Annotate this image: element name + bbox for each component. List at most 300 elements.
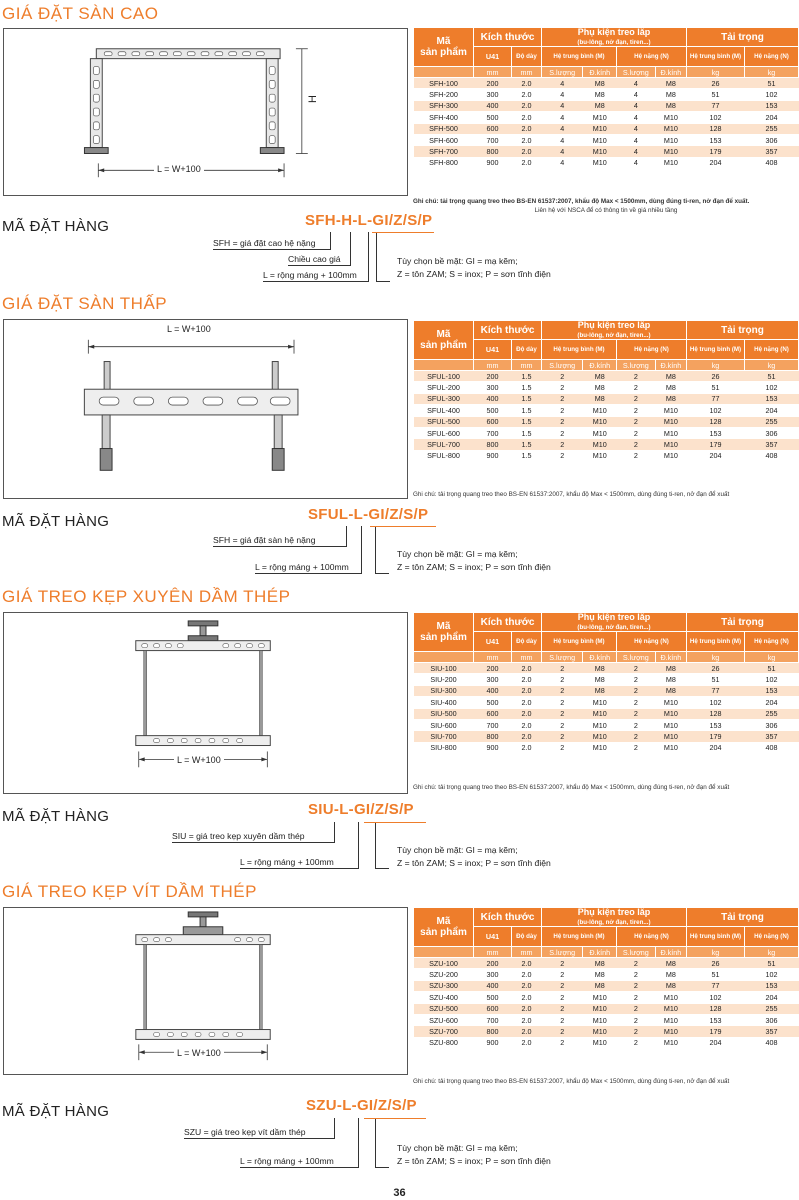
table-cell: 2 (542, 1026, 583, 1037)
table-cell: 200 (474, 958, 512, 969)
table-cell: SZU-300 (414, 980, 474, 991)
table-cell: SZU-600 (414, 1014, 474, 1025)
table-cell: 153 (687, 1014, 745, 1025)
table-cell: 128 (687, 1003, 745, 1014)
table-cell: SZU-500 (414, 1003, 474, 1014)
table-cell: M8 (655, 371, 686, 382)
table-cell: 102 (687, 405, 745, 416)
table-row (414, 969, 799, 980)
table-cell: 4 (542, 89, 583, 100)
table-cell: 179 (687, 146, 745, 157)
table-cell: 2 (617, 439, 656, 450)
table-cell: 500 (474, 112, 512, 123)
legend-type: SIU = giá treo kẹp xuyên dầm thép (172, 831, 305, 841)
table-cell: 2 (617, 742, 656, 753)
table-cell: 400 (474, 685, 512, 696)
table-row (414, 450, 799, 461)
table-cell: SFUL-100 (414, 371, 474, 382)
surface-options: Tùy chọn bề mặt: GI = mạ kẽm; Z = tôn ZAM; S = inox; P = sơn tĩnh điện (397, 256, 551, 279)
dimension-width-label: L = W+100 (174, 755, 224, 765)
table-cell: M10 (583, 157, 617, 168)
header-load: Tải trọng (687, 613, 799, 632)
table-cell: 1.5 (512, 405, 542, 416)
table-cell: SIU-800 (414, 742, 474, 753)
table-cell: M10 (655, 1026, 686, 1037)
table-cell: 2 (617, 731, 656, 742)
table-row (414, 1014, 799, 1025)
table-cell: M8 (583, 100, 617, 111)
table-cell: M10 (583, 1014, 617, 1025)
table-row (414, 123, 799, 134)
table-cell: 153 (745, 685, 799, 696)
table-cell: 2.0 (512, 674, 542, 685)
legend-type: SZU = giá treo kẹp vít dầm thép (184, 1127, 306, 1137)
table-row (414, 731, 799, 742)
table-cell: 2 (617, 1037, 656, 1048)
table-cell: 51 (745, 958, 799, 969)
table-cell: 306 (745, 719, 799, 730)
table-cell: 204 (687, 742, 745, 753)
legend-width: L = rộng máng + 100mm (240, 1156, 334, 1166)
table-cell: M8 (583, 980, 617, 991)
table-cell: 200 (474, 78, 512, 89)
table-cell: M10 (583, 1003, 617, 1014)
table-cell: 2.0 (512, 1037, 542, 1048)
section-title: GIÁ TREO KẸP VÍT DẦM THÉP (2, 882, 257, 901)
table-row (414, 405, 799, 416)
table-cell: 255 (745, 416, 799, 427)
table-cell: 2.0 (512, 89, 542, 100)
table-cell: 2 (617, 708, 656, 719)
table-cell: 102 (687, 112, 745, 123)
header-heavy-system: Hệ nặng (N) (617, 632, 687, 652)
table-cell: SIU-200 (414, 674, 474, 685)
table-cell: SIU-500 (414, 708, 474, 719)
table-row (414, 112, 799, 123)
table-cell: M10 (655, 731, 686, 742)
table-cell: 300 (474, 382, 512, 393)
table-cell: 1.5 (512, 393, 542, 404)
table-cell: 400 (474, 393, 512, 404)
table-cell: 400 (474, 100, 512, 111)
table-cell: 77 (687, 980, 745, 991)
table-row (414, 416, 799, 427)
table-cell: M10 (655, 742, 686, 753)
header-u41: U41 (474, 632, 512, 652)
header-thickness: Độ dày (512, 340, 542, 360)
table-cell: 2 (617, 427, 656, 438)
table-cell: 200 (474, 371, 512, 382)
table-cell: 4 (617, 112, 656, 123)
section-title: GIÁ ĐẶT SÀN THẤP (2, 294, 168, 313)
header-u41: U41 (474, 340, 512, 360)
units-row: mm mm S.lượng Đ.kính S.lượng Đ.kính kg kg (414, 67, 799, 78)
header-heavy-load: Hệ nặng (N) (745, 927, 799, 947)
table-cell: M10 (655, 123, 686, 134)
table-cell: 4 (617, 134, 656, 145)
table-cell: 306 (745, 1014, 799, 1025)
order-code: SFUL-L-GI/Z/S/P (308, 506, 429, 523)
table-cell: M10 (655, 112, 686, 123)
surface-options: Tùy chọn bề mặt: GI = mạ kẽm; Z = tôn ZAM; S = inox; P = sơn tĩnh điện (397, 845, 551, 868)
table-row (414, 1003, 799, 1014)
legend-width: L = rộng máng + 100mm (240, 857, 334, 867)
table-cell: SFUL-400 (414, 405, 474, 416)
table-cell: SFUL-800 (414, 450, 474, 461)
table-cell: 2.0 (512, 134, 542, 145)
dimension-width-label: L = W+100 (164, 324, 214, 334)
table-cell: 2.0 (512, 742, 542, 753)
table-cell: 2 (542, 439, 583, 450)
table-cell: 2 (617, 1003, 656, 1014)
table-cell: 4 (542, 146, 583, 157)
table-row (414, 708, 799, 719)
low-floor-stand-drawing (4, 320, 407, 498)
table-cell: 128 (687, 416, 745, 427)
table-cell: 51 (687, 382, 745, 393)
table-cell: 2 (617, 1014, 656, 1025)
table-cell: M8 (655, 382, 686, 393)
table-cell: M10 (583, 719, 617, 730)
section-title: GIÁ TREO KẸP XUYÊN DẦM THÉP (2, 587, 291, 606)
header-accessories: Phụ kiện treo lắp (bu-lông, nở đạn, tiren...) (542, 908, 687, 927)
spec-table-szu (413, 907, 799, 1049)
table-cell: 153 (687, 134, 745, 145)
table-cell: 2 (542, 731, 583, 742)
table-cell: M10 (583, 427, 617, 438)
table-cell: M10 (655, 157, 686, 168)
table-cell: 357 (745, 731, 799, 742)
table-cell: M10 (655, 1037, 686, 1048)
table-cell: 2 (542, 405, 583, 416)
table-cell: 600 (474, 708, 512, 719)
table-cell: SFH-200 (414, 89, 474, 100)
table-note: Ghi chú: tải trọng quang treo theo BS-EN 61537:2007, khẩu độ Max < 1500mm, dùng đúng ti-ren, nở đạn để xuất. (413, 198, 750, 205)
spec-table-sful (413, 320, 799, 462)
header-product: Mã sản phẩm (414, 321, 474, 360)
table-cell: SFUL-600 (414, 427, 474, 438)
table-cell: SZU-700 (414, 1026, 474, 1037)
table-cell: 600 (474, 123, 512, 134)
table-cell: 4 (542, 134, 583, 145)
table-cell: 2.0 (512, 100, 542, 111)
table-cell: 2 (617, 1026, 656, 1037)
table-cell: 4 (542, 100, 583, 111)
table-cell: SZU-800 (414, 1037, 474, 1048)
header-load: Tải trọng (687, 28, 799, 47)
diagram-beam-screw-clamp (3, 907, 408, 1075)
table-cell: 2.0 (512, 685, 542, 696)
table-cell: M10 (655, 427, 686, 438)
table-cell: 900 (474, 1037, 512, 1048)
table-cell: 179 (687, 731, 745, 742)
table-cell: SFUL-300 (414, 393, 474, 404)
table-cell: 500 (474, 405, 512, 416)
table-cell: SFUL-200 (414, 382, 474, 393)
header-avg-system: Hệ trung bình (M) (542, 340, 617, 360)
table-cell: 255 (745, 708, 799, 719)
table-cell: M10 (583, 450, 617, 461)
table-cell: M8 (655, 100, 686, 111)
table-cell: 2.0 (512, 663, 542, 674)
table-cell: 2 (542, 697, 583, 708)
table-cell: 2 (617, 697, 656, 708)
table-cell: 2 (542, 1014, 583, 1025)
table-cell: M10 (655, 146, 686, 157)
spec-table-siu (413, 612, 799, 754)
table-cell: 204 (745, 112, 799, 123)
table-cell: 2 (617, 685, 656, 696)
table-cell: 2 (542, 719, 583, 730)
table-cell: SFH-100 (414, 78, 474, 89)
table-cell: 2 (617, 450, 656, 461)
table-cell: M10 (655, 719, 686, 730)
table-cell: 4 (542, 157, 583, 168)
table-cell: 204 (745, 697, 799, 708)
table-cell: M8 (583, 663, 617, 674)
table-cell: 400 (474, 980, 512, 991)
table-cell: M10 (655, 416, 686, 427)
table-cell: 700 (474, 1014, 512, 1025)
table-cell: 204 (687, 1037, 745, 1048)
table-row (414, 663, 799, 674)
table-cell: M10 (583, 123, 617, 134)
section-szu (0, 880, 799, 1180)
table-cell: 300 (474, 674, 512, 685)
table-cell: 26 (687, 78, 745, 89)
header-u41: U41 (474, 927, 512, 947)
table-cell: 1.5 (512, 450, 542, 461)
order-code: SZU-L-GI/Z/S/P (306, 1097, 417, 1114)
table-cell: 700 (474, 719, 512, 730)
table-cell: 4 (617, 89, 656, 100)
table-cell: 2 (617, 382, 656, 393)
table-cell: SIU-700 (414, 731, 474, 742)
table-cell: 77 (687, 100, 745, 111)
table-cell: 255 (745, 1003, 799, 1014)
table-cell: 2 (542, 969, 583, 980)
table-cell: 102 (745, 674, 799, 685)
table-cell: 2 (617, 405, 656, 416)
table-row (414, 100, 799, 111)
legend-width: L = rộng máng + 100mm (255, 562, 349, 572)
table-cell: M10 (655, 708, 686, 719)
table-cell: 2 (542, 382, 583, 393)
table-note: Ghi chú: tải trọng quang treo theo BS-EN 61537:2007, khẩu độ Max < 1500mm, dùng đúng ti-ren, nở đạn để xuất (413, 784, 730, 791)
table-cell: M10 (583, 134, 617, 145)
table-cell: M10 (583, 742, 617, 753)
table-cell: 2.0 (512, 992, 542, 1003)
table-cell: 51 (687, 674, 745, 685)
table-cell: M8 (583, 89, 617, 100)
header-accessories: Phụ kiện treo lắp (bu-lông, nở đạn, tiren...) (542, 613, 687, 632)
header-heavy-system: Hệ nặng (N) (617, 47, 687, 67)
table-cell: 2.0 (512, 146, 542, 157)
header-load: Tải trọng (687, 908, 799, 927)
table-cell: 2 (617, 663, 656, 674)
table-cell: 2 (542, 980, 583, 991)
table-row (414, 958, 799, 969)
table-cell: 800 (474, 439, 512, 450)
diagram-beam-through-clamp (3, 612, 408, 794)
table-cell: 153 (687, 427, 745, 438)
table-cell: 300 (474, 969, 512, 980)
table-cell: 700 (474, 427, 512, 438)
header-u41: U41 (474, 47, 512, 67)
table-cell: 77 (687, 393, 745, 404)
table-cell: 1.5 (512, 439, 542, 450)
table-row (414, 146, 799, 157)
table-cell: 2.0 (512, 697, 542, 708)
table-cell: M8 (583, 393, 617, 404)
table-cell: 4 (617, 157, 656, 168)
header-avg-load: Hệ trung bình (M) (687, 340, 745, 360)
table-cell: M10 (583, 416, 617, 427)
section-title: GIÁ ĐẶT SÀN CAO (2, 4, 159, 23)
spec-table-sfh (413, 27, 799, 169)
table-cell: 900 (474, 157, 512, 168)
table-cell: SFH-300 (414, 100, 474, 111)
header-avg-system: Hệ trung bình (M) (542, 47, 617, 67)
table-cell: SFH-500 (414, 123, 474, 134)
header-product: Mã sản phẩm (414, 28, 474, 67)
table-row (414, 134, 799, 145)
table-cell: M10 (655, 450, 686, 461)
table-cell: M8 (655, 78, 686, 89)
table-cell: 128 (687, 123, 745, 134)
order-code-label: MÃ ĐẶT HÀNG (2, 513, 110, 530)
header-heavy-system: Hệ nặng (N) (617, 340, 687, 360)
header-heavy-system: Hệ nặng (N) (617, 927, 687, 947)
table-cell: M10 (583, 112, 617, 123)
table-cell: 51 (745, 371, 799, 382)
table-cell: 2 (542, 393, 583, 404)
table-row (414, 697, 799, 708)
header-avg-system: Hệ trung bình (M) (542, 927, 617, 947)
table-row (414, 89, 799, 100)
table-cell: 4 (542, 78, 583, 89)
table-row (414, 674, 799, 685)
table-cell: M10 (583, 405, 617, 416)
table-note: Ghi chú: tải trọng quang treo theo BS-EN 61537:2007, khẩu độ Max < 1500mm, dùng đúng ti-ren, nở đạn để xuất (413, 491, 730, 498)
table-cell: M8 (655, 674, 686, 685)
table-cell: 300 (474, 89, 512, 100)
table-cell: M10 (655, 1003, 686, 1014)
table-cell: 2 (617, 416, 656, 427)
table-cell: 2 (617, 980, 656, 991)
header-heavy-load: Hệ nặng (N) (745, 340, 799, 360)
table-cell: 2.0 (512, 78, 542, 89)
order-code-label: MÃ ĐẶT HÀNG (2, 1103, 110, 1120)
table-cell: 408 (745, 450, 799, 461)
table-cell: M8 (655, 89, 686, 100)
table-cell: 4 (617, 78, 656, 89)
table-cell: 1.5 (512, 416, 542, 427)
table-cell: 51 (745, 663, 799, 674)
header-avg-load: Hệ trung bình (M) (687, 927, 745, 947)
table-cell: M10 (583, 1026, 617, 1037)
table-cell: M10 (583, 731, 617, 742)
high-floor-stand-drawing (4, 29, 407, 195)
page-number: 36 (393, 1187, 406, 1199)
table-row (414, 992, 799, 1003)
table-cell: 2 (617, 674, 656, 685)
table-cell: 700 (474, 134, 512, 145)
header-dimensions: Kích thước (474, 908, 542, 927)
table-cell: M8 (583, 958, 617, 969)
order-code: SIU-L-GI/Z/S/P (308, 801, 414, 818)
table-cell: 900 (474, 450, 512, 461)
table-cell: M10 (583, 697, 617, 708)
table-cell: 26 (687, 371, 745, 382)
table-cell: 2.0 (512, 1014, 542, 1025)
table-cell: 2 (542, 958, 583, 969)
table-cell: 2 (617, 969, 656, 980)
table-cell: 153 (745, 393, 799, 404)
order-code-label: MÃ ĐẶT HÀNG (2, 808, 110, 825)
table-cell: 2.0 (512, 708, 542, 719)
table-cell: SIU-300 (414, 685, 474, 696)
table-cell: SFH-600 (414, 134, 474, 145)
table-cell: SFUL-500 (414, 416, 474, 427)
table-cell: M10 (655, 992, 686, 1003)
legend-width: L = rộng máng + 100mm (263, 270, 357, 280)
table-cell: 500 (474, 697, 512, 708)
legend-type: SFH = giá đặt cao hệ nặng (213, 238, 316, 248)
table-cell: SIU-600 (414, 719, 474, 730)
header-avg-system: Hệ trung bình (M) (542, 632, 617, 652)
table-cell: 2 (617, 958, 656, 969)
table-row (414, 157, 799, 168)
table-cell: SIU-100 (414, 663, 474, 674)
table-cell: 200 (474, 663, 512, 674)
diagram-low-floor-stand (3, 319, 408, 499)
table-cell: 357 (745, 439, 799, 450)
table-cell: 600 (474, 416, 512, 427)
table-row (414, 439, 799, 450)
table-cell: 128 (687, 708, 745, 719)
order-code: SFH-H-L-GI/Z/S/P (305, 212, 433, 229)
table-cell: 500 (474, 992, 512, 1003)
table-cell: 2.0 (512, 969, 542, 980)
table-cell: M8 (655, 980, 686, 991)
header-dimensions: Kích thước (474, 613, 542, 632)
table-cell: 204 (745, 405, 799, 416)
header-avg-load: Hệ trung bình (M) (687, 47, 745, 67)
dimension-width-label: L = W+100 (174, 1048, 224, 1058)
units-row: mm mm S.lượng Đ.kính S.lượng Đ.kính kg kg (414, 652, 799, 663)
table-cell: M8 (655, 393, 686, 404)
table-cell: SFH-700 (414, 146, 474, 157)
table-cell: 2.0 (512, 123, 542, 134)
table-cell: 4 (617, 146, 656, 157)
header-heavy-load: Hệ nặng (N) (745, 632, 799, 652)
table-cell: M8 (583, 674, 617, 685)
table-cell: M10 (583, 1037, 617, 1048)
table-cell: 2 (542, 663, 583, 674)
table-row (414, 742, 799, 753)
table-cell: 2.0 (512, 980, 542, 991)
table-cell: M8 (655, 663, 686, 674)
table-cell: 153 (745, 980, 799, 991)
beam-through-clamp-drawing (4, 613, 407, 793)
table-note-2: Liên hệ với NSCA để có thông tin về giá nhiều tầng (534, 207, 678, 214)
table-cell: 51 (687, 969, 745, 980)
table-cell: SFH-400 (414, 112, 474, 123)
table-cell: M8 (583, 685, 617, 696)
table-cell: 26 (687, 663, 745, 674)
table-cell: 2.0 (512, 719, 542, 730)
